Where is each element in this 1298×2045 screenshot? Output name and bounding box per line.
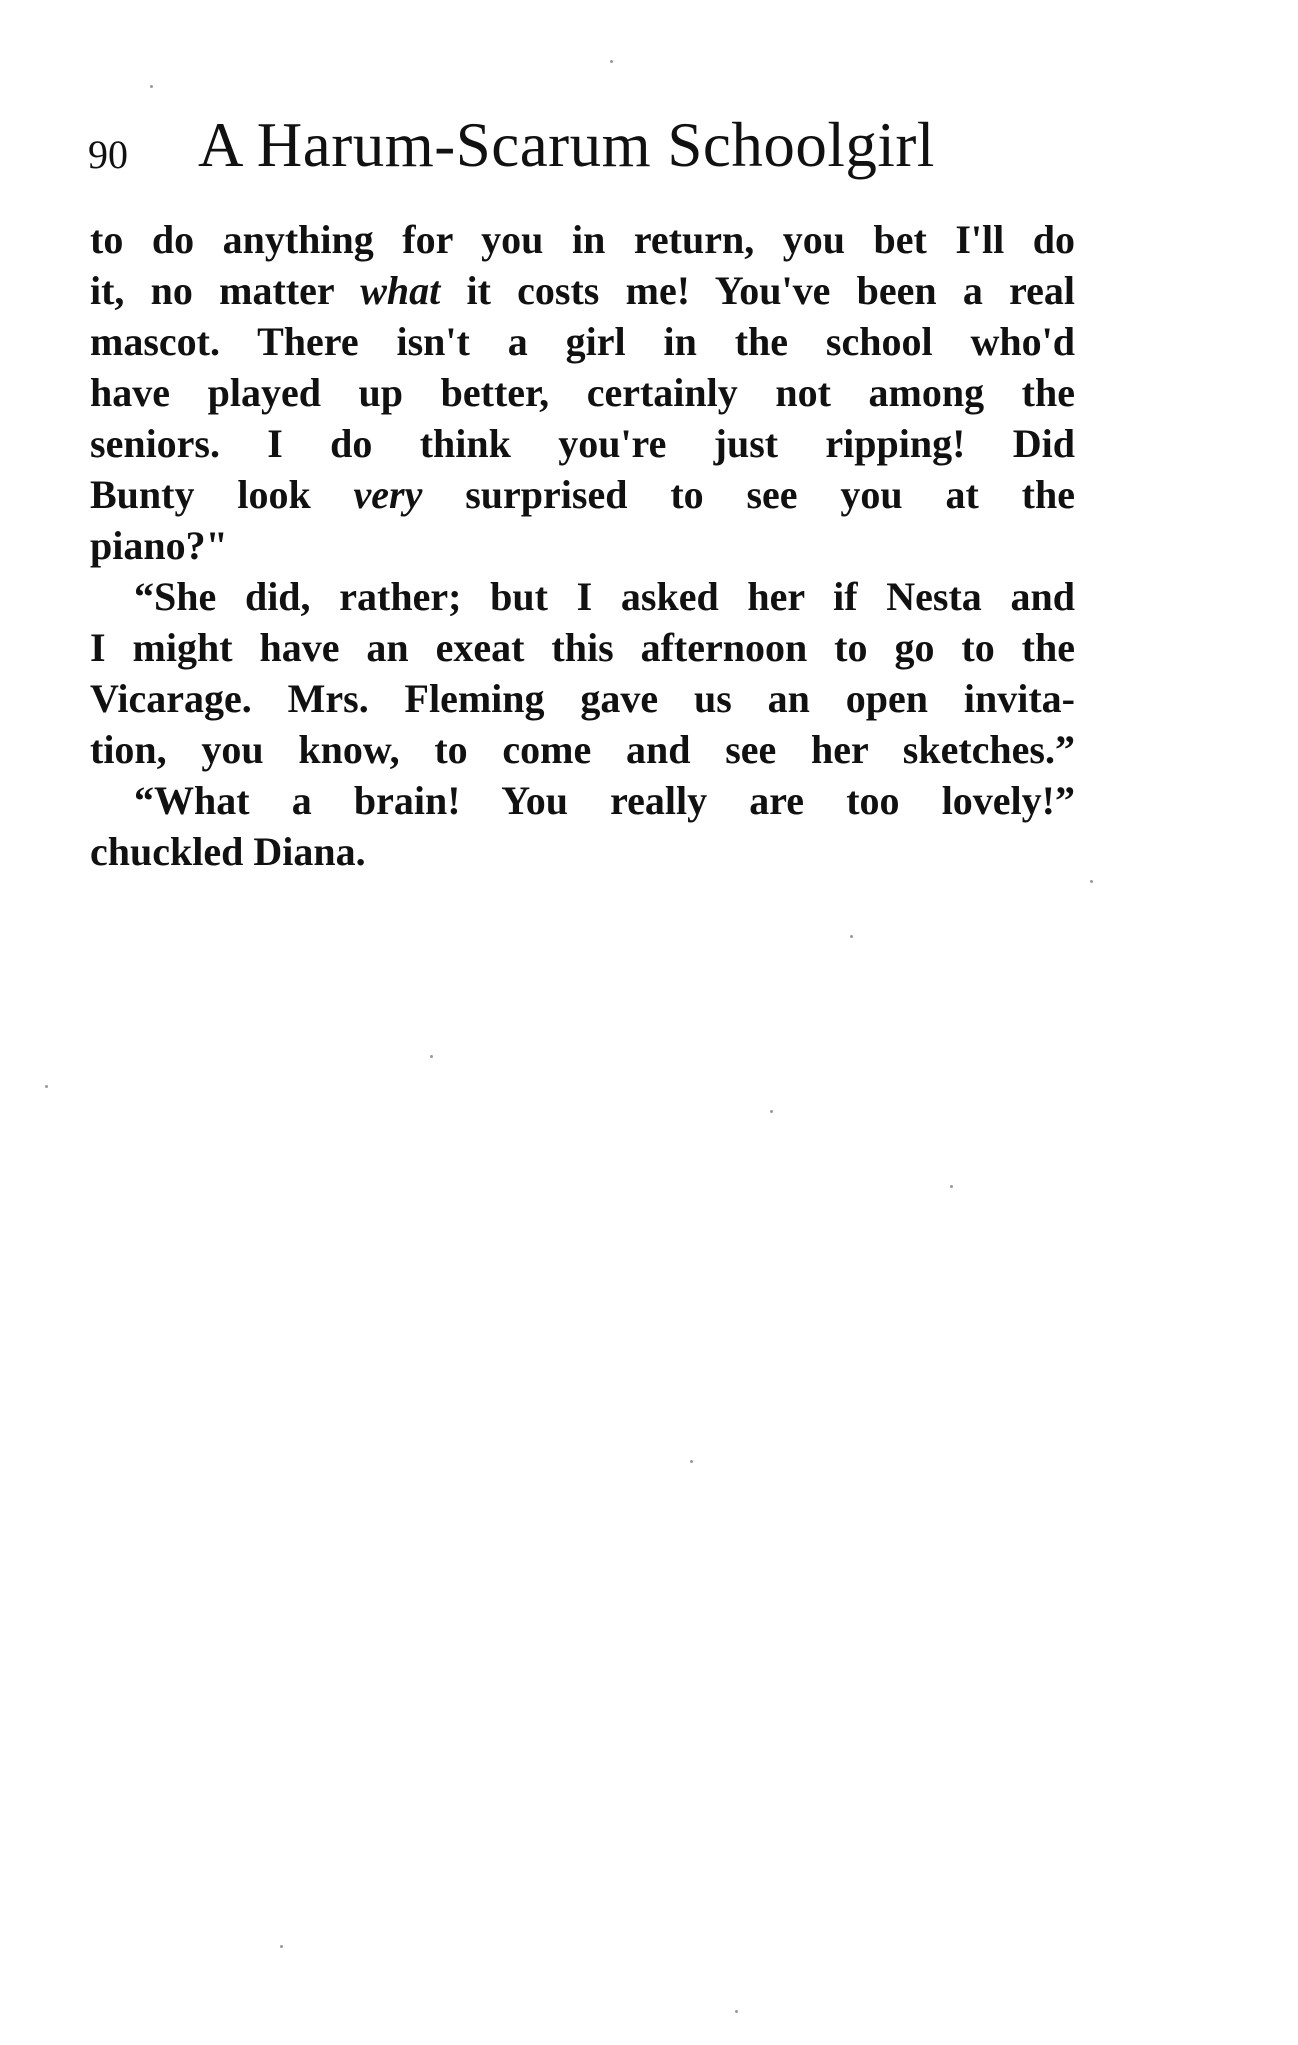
- text-line: “She did, rather; but I asked her if Nesta and: [134, 574, 1075, 619]
- text-line: Vicarage. Mrs. Fleming gave us an open invita-: [90, 676, 1075, 721]
- scan-speck: [770, 1110, 773, 1113]
- book-title: A Harum-Scarum Schoolgirl: [198, 110, 935, 180]
- text-line: tion, you know, to come and see her sketches.”: [90, 727, 1075, 772]
- text-line: piano?": [90, 523, 228, 568]
- text-line: mascot. There isn't a girl in the school who'd: [90, 319, 1075, 364]
- scan-speck: [610, 60, 613, 63]
- text-line: Bunty look very surprised to see you at the: [90, 472, 1075, 517]
- scan-speck: [735, 2010, 738, 2013]
- scan-speck: [690, 1460, 693, 1463]
- text-line: to do anything for you in return, you bet I'll do: [90, 217, 1075, 262]
- text-line: have played up better, certainly not among the: [90, 370, 1075, 415]
- scan-speck: [45, 1085, 48, 1088]
- page-number: 90: [88, 132, 128, 177]
- scan-speck: [150, 85, 153, 88]
- scan-speck: [1090, 880, 1093, 883]
- text-line: it, no matter what it costs me! You've been a real: [90, 268, 1075, 313]
- text-line: “What a brain! You really are too lovely!”: [134, 778, 1075, 823]
- text-line: seniors. I do think you're just ripping! Did: [90, 421, 1075, 466]
- text-line: chuckled Diana.: [90, 829, 366, 874]
- italic-emphasis: very: [353, 472, 423, 517]
- scan-speck: [430, 1055, 433, 1058]
- scan-speck: [850, 935, 853, 938]
- running-head: [88, 105, 1088, 185]
- scan-speck: [950, 1185, 953, 1188]
- text-line: I might have an exeat this afternoon to go to the: [90, 625, 1075, 670]
- scan-speck: [280, 1945, 283, 1948]
- italic-emphasis: what: [360, 268, 441, 313]
- body-text: [90, 214, 1075, 877]
